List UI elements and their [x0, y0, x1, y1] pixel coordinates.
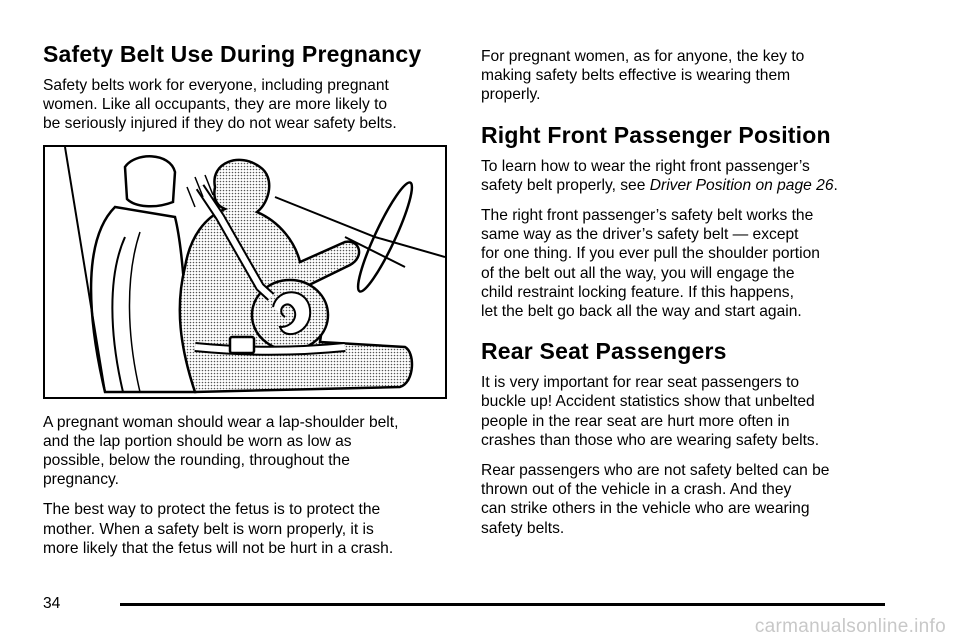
para-learn-suffix: . — [833, 176, 838, 194]
illustration-svg — [45, 147, 445, 397]
para-intro: Safety belts work for everyone, including pregnant women. Like all occupants, they are more likely to be seriously injured if they do not wear safety belts. — [43, 77, 397, 133]
para-rear-importance: It is very important for rear seat passengers to buckle up! Accident statistics show that unbelted people in the rear seat are hurt more often in crashes than those who are wearing safety belts. — [481, 374, 820, 449]
steering-wheel — [351, 178, 420, 295]
pregnancy-seatbelt-illustration — [43, 145, 447, 399]
para-protect-fetus: The best way to protect the fetus is to protect the mother. When a safety belt is worn properly, it is more likely that the fetus will not be hurt in a crash. — [43, 501, 394, 557]
para-belt-works: The right front passenger’s safety belt works the same way as the driver’s safety belt — except for one thing. If you ever pull the shoulder portion of the belt out all the way, you will engage the child restraint locking feature. If this happens, let the belt go back all the way and start again. — [481, 207, 820, 321]
left-column — [43, 40, 453, 569]
watermark: carmanualsonline.info — [754, 616, 946, 637]
para-learn-prefix: To learn how to wear the right front passenger’s safety belt properly, see — [481, 157, 810, 194]
heading-front-passenger: Right Front Passenger Position — [481, 121, 831, 148]
heading-pregnancy: Safety Belt Use During Pregnancy — [43, 41, 422, 67]
para-key: For pregnant women, as for anyone, the key to making safety belts effective is wearing them properly. — [481, 48, 805, 104]
page-number: 34 — [43, 595, 61, 612]
right-column — [481, 47, 901, 549]
occupant-body — [180, 160, 412, 392]
para-learn — [481, 157, 901, 195]
headrest — [125, 156, 175, 206]
para-lap-shoulder: A pregnant woman should wear a lap-shoulder belt, and the lap portion should be worn as low as possible, below the rounding, throughout the pregnancy. — [43, 413, 399, 489]
heading-rear-seat: Rear Seat Passengers — [481, 338, 727, 365]
footer-rule — [120, 603, 885, 606]
para-rear-thrown: Rear passengers who are not safety belted can be thrown out of the vehicle in a crash. And they can strike others in the vehicle who are wearing safety belts. — [481, 462, 830, 537]
buckle — [230, 337, 254, 353]
cross-reference-link[interactable]: Driver Position on page 26 — [649, 176, 834, 194]
